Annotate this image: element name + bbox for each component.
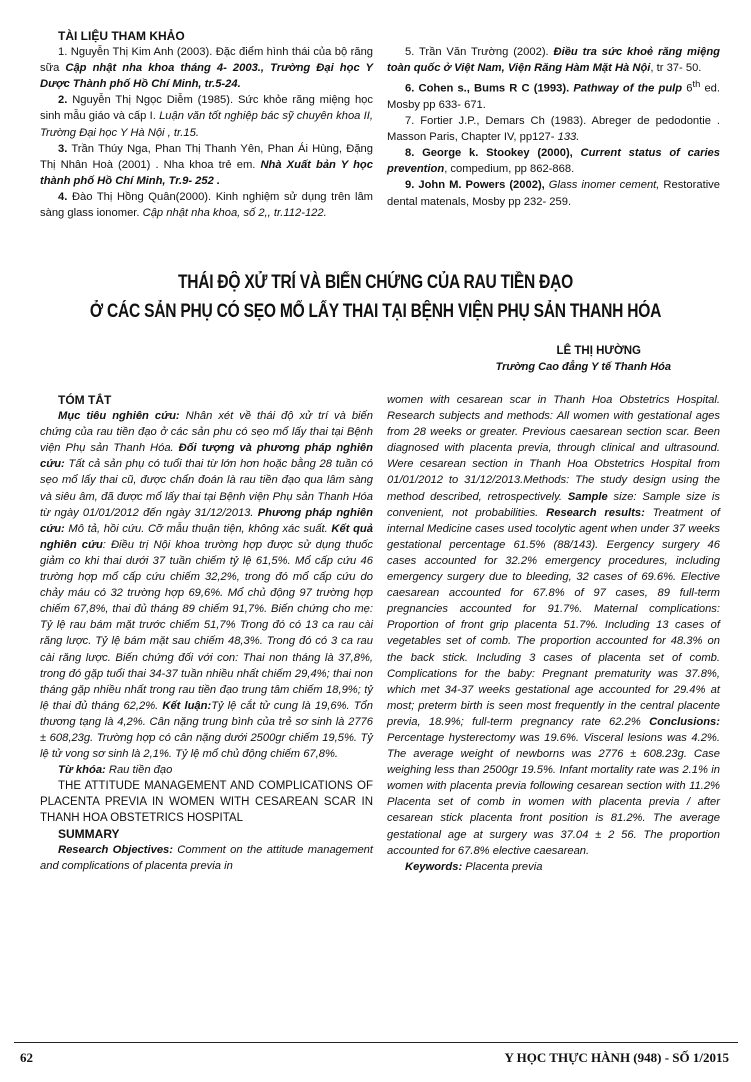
reference-title: Luận văn tốt nghiệp bác sỹ chuyên khoa II, Trường Đại học Y Hà Nội , tr.15. bbox=[40, 110, 373, 139]
methods-text: Mô tả, hồi cứu. Cỡ mẫu thuận tiện, không xác suất. bbox=[64, 522, 332, 535]
reference-item bbox=[40, 44, 373, 92]
objective-text: Nhân xét về thái độ xử trí và biến chứng của rau tiền đạo ở các sản phu có sẹo mổ lấy thai tại Bệnh viện Phụ sản Thanh Hóa. bbox=[40, 410, 373, 455]
article-title-line-1: THÁI ĐỘ XỬ TRÍ VÀ BIẾN CHỨNG CỦA RAU TIỀN ĐẠO bbox=[177, 272, 574, 293]
reference-author: Đào Thị Hồng Quân(2000). Kinh nghiệm sử dụng trên lâm sàng glass ionomer. bbox=[40, 190, 373, 220]
research-results-label: Research results: bbox=[546, 506, 645, 519]
reference-item bbox=[387, 145, 720, 177]
research-results-text: Treatment of internal Medicine cases used tocolytic agent when under 37 weeks gestational percentage 61.5% (88/143). Eergency surgery 46 cases accounted for 32.2% emergency procedures, including emergency surgery due to bleeding, 32 cases of 69.6%. Elective caesarean accounted for 67.8% of 97 cases, 89 full-term pregnancies accounted for 91.7%. Maternal complications: Proportion of front grip placenta 51.7%. Including 13 cases of vegetables set of comb. The proportion accounted for 48.3% on the back stick. Including 3 cases of placenta set of comb. Complications for the baby: Pregnant prematurity was 37.8%, which met 34-37 weeks gestational age accounted for 29.4% at most; preterm birth is seen most frequently in the central placente previa, 18.9%; full-term pregnancy rate 62.2% bbox=[387, 506, 721, 728]
reference-superscript: th bbox=[692, 79, 701, 90]
journal-issue: Y HỌC THỰC HÀNH (948) - SỐ 1/2015 bbox=[504, 1050, 729, 1065]
abstract-en-objectives bbox=[40, 842, 373, 874]
reference-item bbox=[40, 189, 373, 221]
reference-title: Cập nhật nha khoa, số 2,, tr.112-122. bbox=[142, 207, 327, 220]
abstract-left-column bbox=[40, 392, 373, 875]
objectives-text-continued: women with cesarean scar in Thanh Hoa Obstetrics Hospital. Research subjects and methods: All women with gestational ages from 28 weeks or greater. Previous caesarean section scar. Been diagnosed with placenta previa, through clinical and ultrasound. Were cesarean section in Thanh Hoa Obstetrics Hospital from 01/01/2012 to 31/12/2013.Methods: The study design using the method described, retrospectively. bbox=[387, 394, 720, 503]
reference-tail: Restorative dental matenals, Mosby pp 232- 259. bbox=[387, 179, 720, 208]
reference-tail: ed. Mosby pp 633- 671. bbox=[387, 82, 720, 112]
article-title-line-2: Ở CÁC SẢN PHỤ CÓ SẸO MỔ LẤY THAI TẠI BỆNH VIỆN PHỤ SẢN THANH HÓA bbox=[89, 301, 662, 322]
keywords-en-text: Placenta previa bbox=[462, 860, 543, 873]
reference-title: Nhà Xuất bản Y học thành phố Hồ Chí Minh, Tr.9- 252 . bbox=[40, 158, 373, 187]
reference-tail: , compedium, pp 862-868. bbox=[444, 163, 575, 176]
author-name: LÊ THỊ HƯỜNG bbox=[556, 345, 641, 357]
reference-number: 1. bbox=[58, 46, 68, 59]
reference-number: 2. bbox=[58, 94, 68, 107]
reference-number: 4. bbox=[58, 190, 68, 203]
footer-rule bbox=[14, 1042, 738, 1043]
references-right-column bbox=[387, 28, 720, 210]
results-label: Kết quả nghiên cứu bbox=[40, 522, 373, 551]
author-affiliation: Trường Cao đẳng Y tế Thanh Hóa bbox=[495, 361, 671, 373]
reference-title: Điều tra sức khoẻ răng miệng toàn quốc ở Việt Nam, Viện Răng Hàm Mặt Hà Nội bbox=[387, 46, 720, 75]
reference-number: 5. bbox=[405, 46, 415, 58]
reference-item bbox=[387, 76, 720, 113]
reference-number: 8. bbox=[405, 147, 415, 160]
abstract-vi-body bbox=[40, 408, 373, 762]
reference-title: Current status of caries prevention bbox=[387, 147, 720, 176]
references-heading: TÀI LIỆU THAM KHẢO bbox=[58, 29, 185, 43]
reference-number: 7. bbox=[405, 115, 415, 128]
reference-item bbox=[387, 44, 720, 76]
reference-number: 9. bbox=[405, 179, 415, 192]
keywords-text: Rau tiền đạo bbox=[105, 764, 173, 777]
reference-number: 3. bbox=[58, 142, 68, 155]
sample-label: Sample bbox=[567, 490, 608, 503]
conclusions-label: Conclusions: bbox=[649, 715, 720, 728]
reference-continuation-spacer bbox=[387, 28, 720, 44]
english-title: THE ATTITUDE MANAGEMENT AND COMPLICATIONS OF PLACENTA PREVIA IN WOMEN WITH CESAREAN SCAR IN THANH HOA OBSTETRICS HOSPITAL bbox=[40, 780, 373, 825]
keywords-en bbox=[387, 859, 720, 875]
methods-label: Phương pháp nghiên cứu: bbox=[40, 506, 373, 535]
conclusion-label: Kết luận: bbox=[162, 699, 212, 712]
reference-tail: , tr 37- 50. bbox=[650, 62, 702, 75]
conclusions-text: Percentage hysterectomy was 19.6%. Visceral lesions was 4.2%. The average weight of newborns was 2776 ± 608.23g. Case weighing less than 2500gr 19.5%. Infant mortality rate was 2.1% in women with placenta previa following cesarean section with 11.2% Placenta set of comb in women with placenta previa / after cesarean stick placenta front position is 81.2%. The average gestational age at surgery was 37.04 ± 2 56. The proportion accounted for 67.8% elective caesarean. bbox=[387, 731, 720, 857]
reference-author: Fortier J.P., Demars Ch (1983). Abreger de pedodontie . Masson Paris, Chapter IV, pp127- bbox=[387, 115, 721, 144]
abstract-right-column bbox=[387, 392, 720, 875]
reference-title: Pathway of the pulp bbox=[573, 82, 683, 95]
reference-title: 133. bbox=[557, 131, 580, 144]
keywords-label: Từ khóa: bbox=[58, 764, 106, 777]
objectives-label: Research Objectives: bbox=[58, 844, 173, 857]
reference-author: Nguyễn Thị Kim Anh (2003). Đặc điểm hình thái của bộ răng sữa bbox=[40, 46, 374, 75]
keywords-en-label: Keywords: bbox=[405, 860, 463, 873]
reference-number: 6. bbox=[405, 82, 415, 95]
reference-item bbox=[387, 113, 720, 145]
reference-title: Cập nhật nha khoa tháng 4- 2003., Trường Đại học Y Dược Thành phố Hồ Chí Minh, tr.5-24. bbox=[40, 62, 373, 91]
conclusion-text: Tỷ lệ cắt tử cung là 19,6%. Tổn thương tạng là 4,2%. Cân nặng trung bình của trẻ sơ sinh là 2776 ± 608,23g. Trường hợp có cân nặng dưới 2500gr chiếm 19,5%. Tỷ lệ tử vong sơ sinh là 2,1%. Tỷ lệ mổ chủ động chiếm 67,8%. bbox=[40, 699, 373, 761]
abstract-heading: TÓM TẮT bbox=[58, 393, 112, 407]
reference-author: Trần Thúy Nga, Phan Thị Thanh Yên, Phan Ái Hùng, Đặng Thị Nhân Hoà (2001) . Nha khoa trẻ em. bbox=[40, 142, 373, 171]
references-left-column bbox=[40, 28, 373, 221]
reference-author: Nguyễn Thị Ngọc Diễm (1985). Sức khỏe răng miệng học sinh mẫu giáo và cấp I. bbox=[40, 94, 374, 123]
reference-author: George k. Stookey (2000), bbox=[422, 147, 581, 160]
subjects-text: Tất cả sản phụ có tuổi thai từ lớn hơn hoặc bằng 28 tuần có sẹo mổ lấy thai cũ, được chẩn đoán là rau tiền đạo qua lâm sàng và siêu âm, đã được mổ lấy thai tại Bệnh viện Phụ sản Thanh Hóa từ ngày 01/01/2012 đến ngày 31/12/2013. bbox=[40, 458, 373, 519]
reference-author: John M. Powers (2002), bbox=[418, 179, 549, 192]
objective-label: Mục tiêu nghiên cứu: bbox=[58, 410, 180, 423]
results-text: : Điều trị Nội khoa trường hợp được sử dụng thuốc giảm co khi thai dưới 37 tuần chiếm tỷ lệ 61,5%. Mổ cấp cứu 46 trường hợp mổ cấp cứu chiếm 32,2%, trong đó mổ cấp cứu do chảy máu có 32 trường hợp 69,6%. Mổ chủ động 97 trường hợp chiếm 67,8%, thai đủ tháng 89 chiếm 91,7%. Biến chứng cho mẹ: Tỷ lệ rau bám mặt trước chiếm 51,7% Trong đó có 13 ca rau cài răng lược. Tỷ lệ bám mặt sau chiếm 48,3%. Trong đó có 3 ca rau cài răng lược. Biến chứng đối với con: Thai non tháng là 37,8%, trong đó gặp tuổi thai 34-37 tuần nhiều nhất chiếm 29,4%; thai non tháng gặp nhiều nhất trong rau tiền đạo trung tâm chiếm 18,9%; tỷ lệ thai đủ tháng 62,2%. bbox=[40, 538, 373, 712]
summary-heading: SUMMARY bbox=[58, 827, 120, 842]
page-number: 62 bbox=[20, 1050, 33, 1065]
abstract-en-body bbox=[387, 392, 720, 859]
reference-item bbox=[40, 92, 373, 140]
reference-author: Cohen s., Bums R C (1993). bbox=[418, 82, 574, 95]
reference-author: Trần Văn Trường (2002). bbox=[418, 46, 554, 58]
reference-title: Glass inomer cement, bbox=[548, 179, 660, 192]
subjects-label: Đối tượng và phương pháp nghiên cứu: bbox=[40, 442, 373, 471]
reference-item bbox=[387, 177, 720, 209]
sample-text: size: Sample size is convenient, not probabilities. bbox=[387, 490, 720, 519]
reference-edition: 6 bbox=[686, 82, 693, 95]
keywords-vi bbox=[40, 762, 373, 778]
reference-item bbox=[40, 141, 373, 189]
objectives-text-start: Comment on the attitude management and complications of placenta previa in bbox=[40, 844, 373, 873]
